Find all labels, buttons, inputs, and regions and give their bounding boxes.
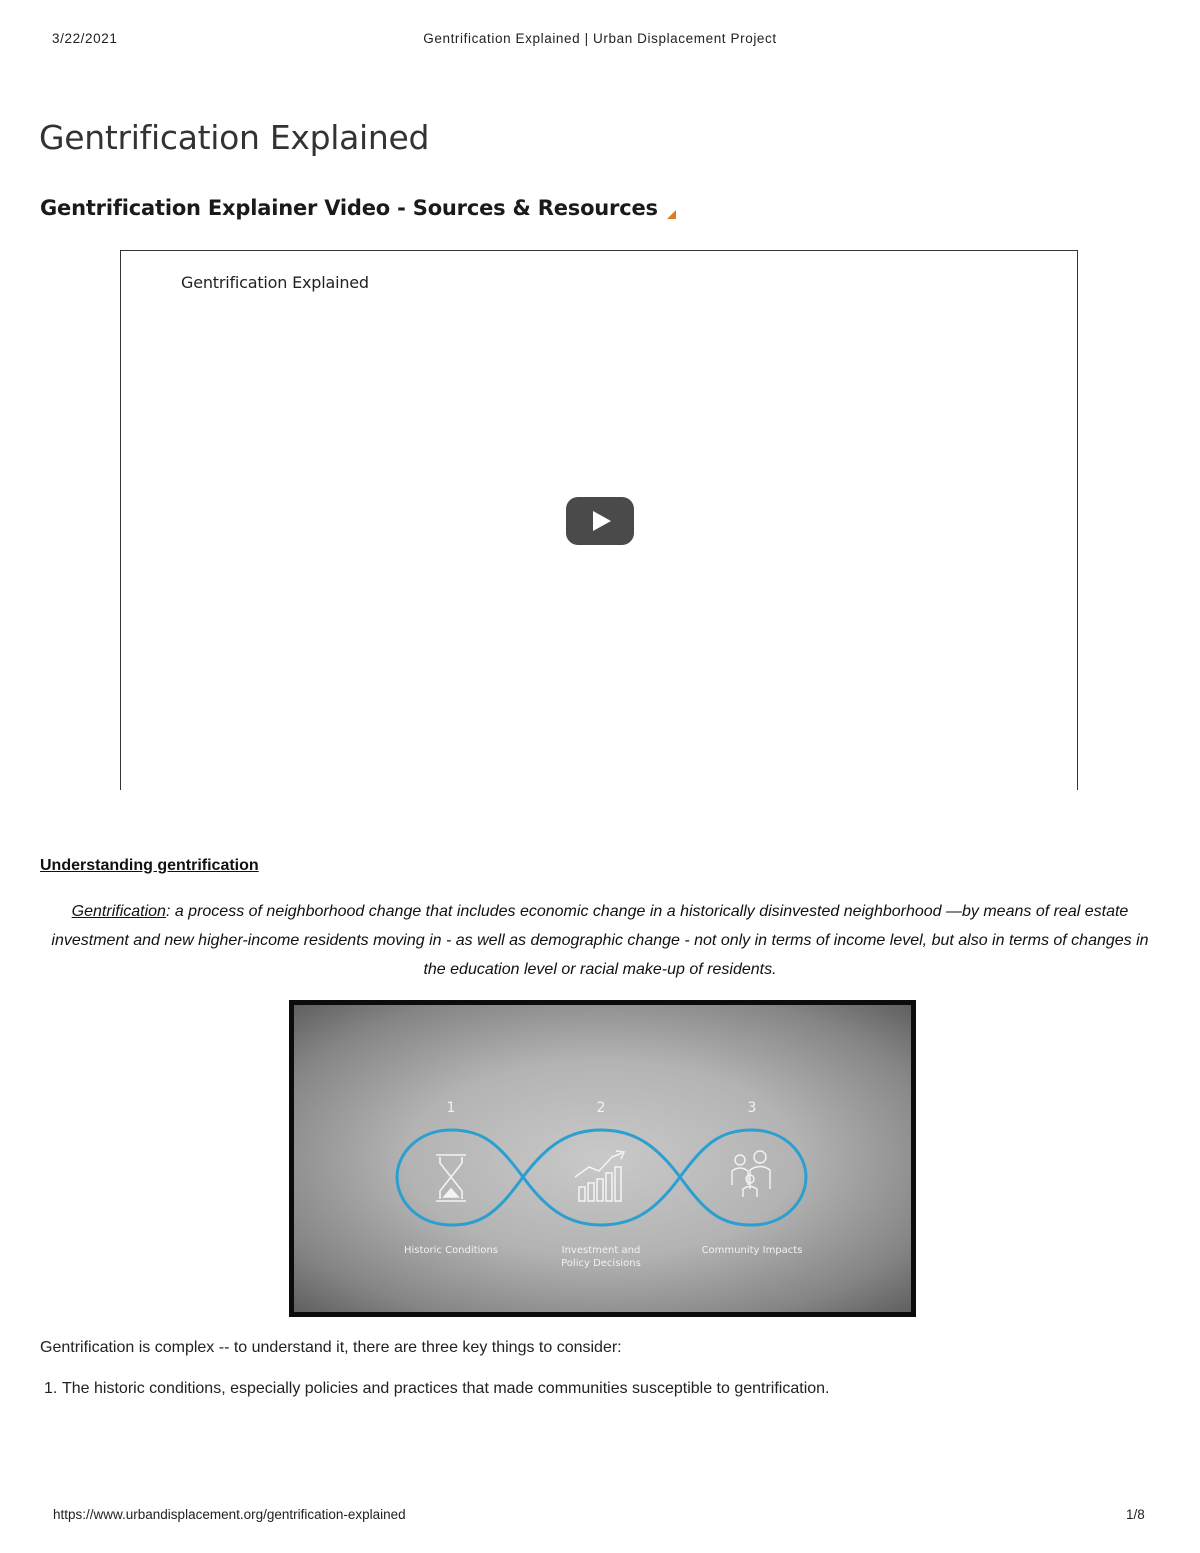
definition-term: Gentrification	[71, 903, 166, 920]
bar-chart-icon	[575, 1151, 624, 1201]
print-date: 3/22/2021	[52, 31, 118, 46]
page-title: Gentrification Explained	[39, 118, 430, 157]
list-item-text: The historic conditions, especially policies and practices that made communities susceptible to gentrification.	[62, 1380, 830, 1397]
print-url: https://www.urbandisplacement.org/gentrification-explained	[53, 1507, 406, 1522]
print-header	[0, 31, 1200, 51]
definition-text: : a process of neighborhood change that includes economic change in a historically disinvested neighborhood —by means of real estate investment and new higher-income residents moving in - as well as demographic change - not only in terms of income level, but also in terms of changes in the education level or racial make-up of residents.	[51, 903, 1149, 978]
play-button[interactable]	[566, 497, 634, 545]
definition-paragraph	[40, 897, 1160, 984]
step-label-2-line-1: Investment and	[561, 1245, 641, 1256]
infinity-loop-graphic	[294, 1005, 911, 1312]
section-title-text: Gentrification Explainer Video - Sources & Resources	[40, 196, 658, 220]
step-number-1: 1	[446, 1100, 456, 1116]
hourglass-icon	[436, 1155, 466, 1201]
step-number-2: 2	[596, 1100, 606, 1116]
considerations-list	[44, 1380, 830, 1398]
video-embed[interactable]	[120, 250, 1078, 790]
step-label-3: Community Impacts	[701, 1245, 803, 1256]
list-item	[44, 1380, 830, 1398]
section-title-link[interactable]	[40, 196, 676, 220]
people-icon	[732, 1151, 770, 1197]
step-number-3: 3	[747, 1100, 757, 1116]
list-item-number: 1.	[44, 1380, 58, 1397]
print-page-number: 1/8	[1126, 1507, 1145, 1522]
print-doc-title: Gentrification Explained | Urban Displacement Project	[423, 31, 777, 46]
step-label-2-line-2: Policy Decisions	[561, 1258, 641, 1269]
understanding-heading: Understanding gentrification	[40, 857, 259, 874]
three-step-diagram	[289, 1000, 916, 1317]
step-label-1: Historic Conditions	[403, 1245, 499, 1256]
infinity-path	[397, 1130, 806, 1225]
video-title[interactable]: Gentrification Explained	[181, 273, 369, 292]
external-link-icon	[667, 210, 676, 219]
intro-text: Gentrification is complex -- to understand it, there are three key things to consider:	[40, 1339, 622, 1356]
